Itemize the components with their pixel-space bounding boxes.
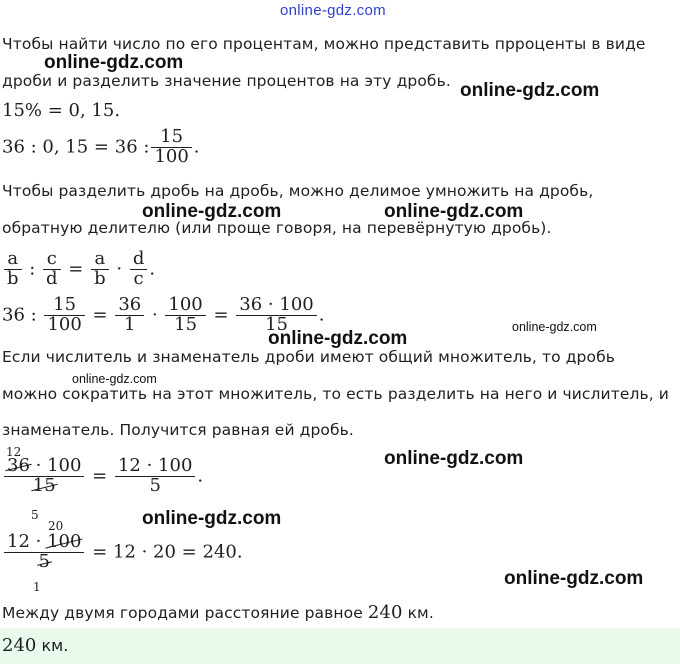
watermark: online-gdz.com (142, 508, 282, 529)
eq6-result: = 12 · 20 = 240. (92, 541, 243, 563)
answer-unit: км. (41, 636, 69, 655)
rule-d: d (43, 269, 61, 289)
rule-c2: c (130, 269, 148, 289)
eq5-num-crossed: 36 (7, 455, 30, 476)
eq5-den-crossed: 15 (32, 474, 56, 496)
rule-d2: d (132, 248, 145, 269)
eq6-num-crossed: 100 (47, 531, 82, 552)
eq5-reduced-denominator: 5 (31, 508, 39, 522)
eq4-f2-num: 36 (118, 294, 142, 315)
watermark: online-gdz.com (460, 80, 600, 101)
eq4-f1-den: 100 (44, 315, 84, 335)
rule-b: b (4, 269, 22, 289)
eq6-reduced-numerator: 20 (48, 519, 64, 533)
eq4-f2-den: 1 (115, 315, 144, 335)
equation-percent: 15% = 0, 15. (2, 100, 121, 121)
equation-division: 36 : 0, 15 = 36 : $\frac{15}{100}$ . (2, 126, 200, 167)
eq2-left: 36 : 0, 15 = 36 : (2, 136, 150, 158)
equation-expanded: 36 : $\frac{15}{100}$ = $\frac{36}{1}$ · $\frac{100}{15}$ = $\frac{36 \cdot 100}{15}$ . (2, 294, 325, 335)
equation-reduction-1: $\frac{36 \cdot 100}{15}$ = $\frac{12 \cdot 100}{5}$ . (2, 457, 203, 496)
paragraph-1-line-1: Чтобы найти число по его процентам, можно представить прроценты в виде (2, 35, 646, 53)
answer-value: 240 (2, 635, 37, 656)
paragraph-4 (2, 602, 434, 623)
eq5-result-den: 5 (115, 476, 195, 496)
watermark: online-gdz.com (504, 568, 644, 589)
fraction-15-100 (151, 128, 191, 167)
equation-rule: $\frac{a}{b}$ : $\frac{c}{d}$ = $\frac{a}{b}$ · $\frac{d}{c}$ . (2, 250, 155, 289)
eq4-f4-num: 36 · 100 (239, 294, 314, 315)
watermark: online-gdz.com (44, 52, 184, 73)
eq6-reduced-denominator: 1 (33, 580, 41, 594)
distance-unit: км. (407, 604, 434, 622)
watermark: online-gdz.com (72, 372, 157, 386)
answer (2, 635, 68, 656)
frac-denominator: 100 (151, 147, 191, 167)
paragraph-3-line-3: знаменатель. Получится равная ей дробь. (2, 421, 354, 439)
paragraph-3-line-2: можно сократить на этот множитель, то есть разделить на него и числитель, и (2, 385, 669, 403)
rule-c: c (46, 248, 57, 269)
eq5-num-rest: · 100 (35, 455, 82, 476)
watermark-top: online-gdz.com (280, 2, 386, 19)
eq4-f1-num: 15 (53, 294, 77, 315)
watermark: online-gdz.com (142, 201, 282, 222)
eq4-36: 36 : (2, 304, 37, 326)
rule-b2: b (91, 269, 109, 289)
paragraph-4-text: Между двумя городами расстояние равное (2, 604, 363, 622)
eq4-f4-den: 15 (236, 315, 316, 335)
rule-a2: a (94, 248, 106, 269)
eq6-num-rest: 12 · (7, 531, 42, 552)
paragraph-1-line-2: дроби и разделить значение процентов на эту дробь. (2, 72, 451, 90)
paragraph-3-line-1: Если числитель и знаменатель дроби имеют общий множитель, то дробь (2, 348, 615, 366)
paragraph-2-line-2: обратную делителю (или проще говоря, на перевёрнутую дробь). (2, 219, 552, 237)
eq6-den-crossed: 5 (38, 550, 50, 572)
eq5-result-num: 12 · 100 (117, 455, 193, 476)
rule-a: a (7, 248, 19, 269)
eq4-f3-den: 15 (165, 315, 205, 335)
equation-reduction-2 (2, 533, 243, 572)
answer-bar (0, 628, 680, 664)
watermark: online-gdz.com (512, 320, 597, 334)
watermark: online-gdz.com (384, 448, 524, 469)
eq4-f3-num: 100 (168, 294, 203, 315)
frac-numerator: 15 (160, 126, 184, 147)
watermark: online-gdz.com (384, 201, 524, 222)
distance-value: 240 (367, 602, 403, 623)
eq5-reduced-numerator: 12 (6, 445, 22, 459)
watermark: online-gdz.com (268, 328, 408, 349)
paragraph-2-line-1: Чтобы разделить дробь на дробь, можно делимое умножить на дробь, (2, 182, 594, 200)
